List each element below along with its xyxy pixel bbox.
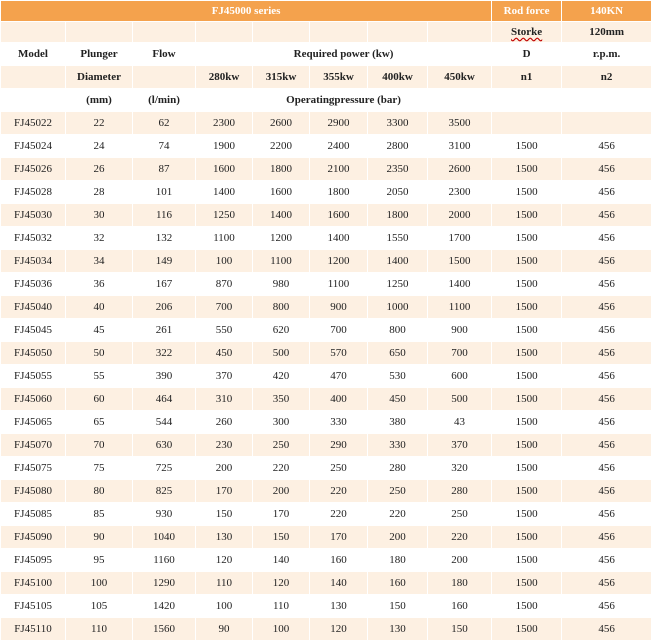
cell-p1: 170 xyxy=(253,503,310,526)
cell-flow: 1560 xyxy=(133,618,196,641)
cell-diameter: 85 xyxy=(66,503,133,526)
cell-p3: 220 xyxy=(368,503,428,526)
cell-flow: 62 xyxy=(133,112,196,135)
d-header: D xyxy=(492,43,562,66)
cell-p0: 260 xyxy=(196,411,253,434)
cell-p3: 380 xyxy=(368,411,428,434)
cell-n1: 1500 xyxy=(492,572,562,595)
cell-p2: 2400 xyxy=(310,135,368,158)
cell-p0: 100 xyxy=(196,595,253,618)
cell-p0: 310 xyxy=(196,388,253,411)
cell-model: FJ45028 xyxy=(1,181,66,204)
cell-p4: 320 xyxy=(428,457,492,480)
cell-diameter: 34 xyxy=(66,250,133,273)
cell-n2: 456 xyxy=(562,296,651,319)
cell-p4: 2300 xyxy=(428,181,492,204)
power-col-450: 450kw xyxy=(428,66,492,89)
cell-n1: 1500 xyxy=(492,595,562,618)
cell-p3: 1400 xyxy=(368,250,428,273)
empty-cell xyxy=(1,22,66,43)
cell-n2: 456 xyxy=(562,250,651,273)
cell-flow: 1040 xyxy=(133,526,196,549)
cell-n2: 456 xyxy=(562,273,651,296)
cell-flow: 630 xyxy=(133,434,196,457)
cell-n1: 1500 xyxy=(492,434,562,457)
cell-p3: 1000 xyxy=(368,296,428,319)
cell-p0: 450 xyxy=(196,342,253,365)
cell-p1: 110 xyxy=(253,595,310,618)
cell-p4: 2600 xyxy=(428,158,492,181)
cell-p2: 900 xyxy=(310,296,368,319)
header-row-units xyxy=(1,89,651,112)
cell-p2: 130 xyxy=(310,595,368,618)
cell-p1: 1100 xyxy=(253,250,310,273)
cell-p1: 800 xyxy=(253,296,310,319)
cell-flow: 930 xyxy=(133,503,196,526)
model-header: Model xyxy=(1,43,66,66)
cell-p2: 470 xyxy=(310,365,368,388)
cell-p3: 650 xyxy=(368,342,428,365)
empty-cell xyxy=(492,89,562,112)
cell-model: FJ45070 xyxy=(1,434,66,457)
cell-flow: 322 xyxy=(133,342,196,365)
cell-model: FJ45090 xyxy=(1,526,66,549)
header-row-diameter xyxy=(1,66,651,89)
cell-n2: 456 xyxy=(562,618,651,641)
cell-p1: 150 xyxy=(253,526,310,549)
cell-p1: 1200 xyxy=(253,227,310,250)
empty-cell xyxy=(428,22,492,43)
cell-n1: 1500 xyxy=(492,388,562,411)
cell-n1: 1500 xyxy=(492,250,562,273)
cell-p4: 3500 xyxy=(428,112,492,135)
table-row xyxy=(1,480,651,503)
cell-n2: 456 xyxy=(562,388,651,411)
cell-flow: 825 xyxy=(133,480,196,503)
cell-p3: 450 xyxy=(368,388,428,411)
cell-p2: 1800 xyxy=(310,181,368,204)
cell-p0: 110 xyxy=(196,572,253,595)
cell-n2 xyxy=(562,112,651,135)
cell-n2: 456 xyxy=(562,181,651,204)
table-row xyxy=(1,181,651,204)
cell-flow: 261 xyxy=(133,319,196,342)
cell-n1: 1500 xyxy=(492,503,562,526)
storke-value: 120mm xyxy=(562,22,651,43)
cell-n1: 1500 xyxy=(492,273,562,296)
flow-header: Flow xyxy=(133,43,196,66)
cell-diameter: 24 xyxy=(66,135,133,158)
cell-flow: 725 xyxy=(133,457,196,480)
cell-p2: 1600 xyxy=(310,204,368,227)
cell-p3: 2050 xyxy=(368,181,428,204)
cell-p0: 1250 xyxy=(196,204,253,227)
cell-p2: 120 xyxy=(310,618,368,641)
series-title: FJ45000 series xyxy=(1,1,492,22)
cell-p4: 370 xyxy=(428,434,492,457)
cell-p4: 1100 xyxy=(428,296,492,319)
cell-p2: 1200 xyxy=(310,250,368,273)
cell-p0: 370 xyxy=(196,365,253,388)
cell-p2: 1400 xyxy=(310,227,368,250)
cell-flow: 167 xyxy=(133,273,196,296)
cell-model: FJ45075 xyxy=(1,457,66,480)
cell-n1: 1500 xyxy=(492,227,562,250)
cell-diameter: 90 xyxy=(66,526,133,549)
empty-cell xyxy=(368,22,428,43)
cell-p2: 140 xyxy=(310,572,368,595)
cell-model: FJ45105 xyxy=(1,595,66,618)
cell-p0: 1400 xyxy=(196,181,253,204)
cell-n1: 1500 xyxy=(492,319,562,342)
table-row xyxy=(1,342,651,365)
table-row xyxy=(1,618,651,641)
cell-p1: 980 xyxy=(253,273,310,296)
table-row xyxy=(1,411,651,434)
empty-cell xyxy=(1,89,66,112)
cell-n1: 1500 xyxy=(492,480,562,503)
cell-diameter: 30 xyxy=(66,204,133,227)
power-col-400: 400kw xyxy=(368,66,428,89)
cell-diameter: 80 xyxy=(66,480,133,503)
cell-diameter: 100 xyxy=(66,572,133,595)
cell-n2: 456 xyxy=(562,227,651,250)
cell-p4: 900 xyxy=(428,319,492,342)
cell-n2: 456 xyxy=(562,135,651,158)
cell-flow: 74 xyxy=(133,135,196,158)
cell-model: FJ45065 xyxy=(1,411,66,434)
cell-diameter: 60 xyxy=(66,388,133,411)
cell-n2: 456 xyxy=(562,319,651,342)
cell-p4: 1700 xyxy=(428,227,492,250)
title-row xyxy=(1,1,651,22)
cell-n2: 456 xyxy=(562,434,651,457)
cell-p3: 130 xyxy=(368,618,428,641)
table-row xyxy=(1,457,651,480)
cell-p1: 2600 xyxy=(253,112,310,135)
table-row xyxy=(1,135,651,158)
diameter-header: Diameter xyxy=(66,66,133,89)
pressure-header: Operatingpressure (bar) xyxy=(196,89,492,112)
cell-p0: 870 xyxy=(196,273,253,296)
empty-cell xyxy=(1,66,66,89)
rod-force-value: 140KN xyxy=(562,1,651,22)
cell-model: FJ45045 xyxy=(1,319,66,342)
cell-flow: 464 xyxy=(133,388,196,411)
cell-p0: 150 xyxy=(196,503,253,526)
empty-cell xyxy=(66,22,133,43)
cell-model: FJ45030 xyxy=(1,204,66,227)
cell-diameter: 22 xyxy=(66,112,133,135)
cell-p3: 1800 xyxy=(368,204,428,227)
cell-p2: 170 xyxy=(310,526,368,549)
cell-model: FJ45040 xyxy=(1,296,66,319)
cell-p4: 600 xyxy=(428,365,492,388)
cell-diameter: 75 xyxy=(66,457,133,480)
cell-flow: 544 xyxy=(133,411,196,434)
cell-model: FJ45050 xyxy=(1,342,66,365)
table-row xyxy=(1,388,651,411)
cell-n1: 1500 xyxy=(492,181,562,204)
table-row xyxy=(1,595,651,618)
table-row xyxy=(1,434,651,457)
cell-n1: 1500 xyxy=(492,365,562,388)
cell-n2: 456 xyxy=(562,503,651,526)
cell-p4: 160 xyxy=(428,595,492,618)
cell-p4: 700 xyxy=(428,342,492,365)
cell-n2: 456 xyxy=(562,204,651,227)
table-row xyxy=(1,526,651,549)
cell-p4: 1500 xyxy=(428,250,492,273)
cell-p0: 1100 xyxy=(196,227,253,250)
header-row-model xyxy=(1,43,651,66)
cell-n1: 1500 xyxy=(492,158,562,181)
cell-flow: 1420 xyxy=(133,595,196,618)
cell-diameter: 40 xyxy=(66,296,133,319)
cell-diameter: 70 xyxy=(66,434,133,457)
cell-p0: 130 xyxy=(196,526,253,549)
table-row xyxy=(1,503,651,526)
cell-n2: 456 xyxy=(562,411,651,434)
cell-p0: 550 xyxy=(196,319,253,342)
cell-p1: 200 xyxy=(253,480,310,503)
cell-p2: 290 xyxy=(310,434,368,457)
empty-cell xyxy=(133,66,196,89)
cell-p2: 220 xyxy=(310,503,368,526)
cell-p4: 200 xyxy=(428,549,492,572)
cell-p0: 1900 xyxy=(196,135,253,158)
cell-n2: 456 xyxy=(562,595,651,618)
cell-p2: 700 xyxy=(310,319,368,342)
cell-p3: 3300 xyxy=(368,112,428,135)
cell-flow: 101 xyxy=(133,181,196,204)
cell-p0: 2300 xyxy=(196,112,253,135)
cell-n1: 1500 xyxy=(492,411,562,434)
cell-p1: 1800 xyxy=(253,158,310,181)
table-row xyxy=(1,112,651,135)
power-col-280: 280kw xyxy=(196,66,253,89)
cell-n1: 1500 xyxy=(492,296,562,319)
cell-p2: 160 xyxy=(310,549,368,572)
cell-model: FJ45024 xyxy=(1,135,66,158)
cell-p3: 180 xyxy=(368,549,428,572)
cell-flow: 116 xyxy=(133,204,196,227)
cell-p1: 140 xyxy=(253,549,310,572)
cell-model: FJ45095 xyxy=(1,549,66,572)
cell-n2: 456 xyxy=(562,526,651,549)
cell-p1: 500 xyxy=(253,342,310,365)
cell-p2: 330 xyxy=(310,411,368,434)
empty-cell xyxy=(133,22,196,43)
cell-p2: 220 xyxy=(310,480,368,503)
cell-diameter: 32 xyxy=(66,227,133,250)
cell-p3: 1250 xyxy=(368,273,428,296)
cell-p0: 90 xyxy=(196,618,253,641)
cell-p1: 1600 xyxy=(253,181,310,204)
cell-n1 xyxy=(492,112,562,135)
table-row xyxy=(1,572,651,595)
cell-n2: 456 xyxy=(562,342,651,365)
cell-p0: 200 xyxy=(196,457,253,480)
cell-diameter: 95 xyxy=(66,549,133,572)
table-row xyxy=(1,549,651,572)
cell-diameter: 55 xyxy=(66,365,133,388)
cell-p1: 2200 xyxy=(253,135,310,158)
cell-p1: 100 xyxy=(253,618,310,641)
empty-cell xyxy=(310,22,368,43)
empty-cell xyxy=(253,22,310,43)
cell-p3: 2350 xyxy=(368,158,428,181)
cell-p4: 1400 xyxy=(428,273,492,296)
cell-p1: 1400 xyxy=(253,204,310,227)
cell-n1: 1500 xyxy=(492,135,562,158)
cell-model: FJ45055 xyxy=(1,365,66,388)
cell-p1: 620 xyxy=(253,319,310,342)
cell-p2: 250 xyxy=(310,457,368,480)
cell-model: FJ45036 xyxy=(1,273,66,296)
cell-p4: 3100 xyxy=(428,135,492,158)
cell-model: FJ45085 xyxy=(1,503,66,526)
table-row xyxy=(1,365,651,388)
cell-model: FJ45034 xyxy=(1,250,66,273)
cell-diameter: 105 xyxy=(66,595,133,618)
cell-n2: 456 xyxy=(562,365,651,388)
cell-diameter: 28 xyxy=(66,181,133,204)
cell-n2: 456 xyxy=(562,158,651,181)
n2-header: n2 xyxy=(562,66,651,89)
cell-p2: 2100 xyxy=(310,158,368,181)
plunger-header: Plunger xyxy=(66,43,133,66)
cell-p4: 43 xyxy=(428,411,492,434)
cell-diameter: 50 xyxy=(66,342,133,365)
cell-p3: 2800 xyxy=(368,135,428,158)
empty-cell xyxy=(562,89,651,112)
cell-p1: 350 xyxy=(253,388,310,411)
table-row xyxy=(1,227,651,250)
cell-p3: 280 xyxy=(368,457,428,480)
cell-diameter: 45 xyxy=(66,319,133,342)
rpm-header: r.p.m. xyxy=(562,43,651,66)
cell-p1: 300 xyxy=(253,411,310,434)
cell-n1: 1500 xyxy=(492,457,562,480)
cell-n2: 456 xyxy=(562,572,651,595)
cell-diameter: 110 xyxy=(66,618,133,641)
cell-p4: 250 xyxy=(428,503,492,526)
required-power-header: Required power (kw) xyxy=(196,43,492,66)
cell-model: FJ45022 xyxy=(1,112,66,135)
cell-p3: 250 xyxy=(368,480,428,503)
cell-model: FJ45060 xyxy=(1,388,66,411)
cell-n1: 1500 xyxy=(492,204,562,227)
cell-n1: 1500 xyxy=(492,526,562,549)
cell-n1: 1500 xyxy=(492,342,562,365)
cell-p1: 420 xyxy=(253,365,310,388)
cell-diameter: 65 xyxy=(66,411,133,434)
cell-p4: 2000 xyxy=(428,204,492,227)
cell-model: FJ45110 xyxy=(1,618,66,641)
storke-label xyxy=(492,22,562,43)
cell-p2: 570 xyxy=(310,342,368,365)
table-row xyxy=(1,296,651,319)
cell-p3: 150 xyxy=(368,595,428,618)
cell-flow: 1290 xyxy=(133,572,196,595)
cell-p3: 800 xyxy=(368,319,428,342)
cell-p3: 200 xyxy=(368,526,428,549)
cell-n1: 1500 xyxy=(492,549,562,572)
cell-p1: 250 xyxy=(253,434,310,457)
cell-p1: 220 xyxy=(253,457,310,480)
cell-n2: 456 xyxy=(562,549,651,572)
cell-flow: 132 xyxy=(133,227,196,250)
cell-flow: 206 xyxy=(133,296,196,319)
cell-p3: 1550 xyxy=(368,227,428,250)
cell-p0: 120 xyxy=(196,549,253,572)
cell-p0: 170 xyxy=(196,480,253,503)
flow-unit: (l/min) xyxy=(133,89,196,112)
cell-flow: 1160 xyxy=(133,549,196,572)
cell-n2: 456 xyxy=(562,480,651,503)
cell-flow: 87 xyxy=(133,158,196,181)
mm-unit: (mm) xyxy=(66,89,133,112)
cell-diameter: 36 xyxy=(66,273,133,296)
cell-p2: 1100 xyxy=(310,273,368,296)
table-row xyxy=(1,204,651,227)
cell-p3: 160 xyxy=(368,572,428,595)
cell-flow: 149 xyxy=(133,250,196,273)
cell-p0: 230 xyxy=(196,434,253,457)
storke-label-text: Storke xyxy=(511,26,542,38)
cell-flow: 390 xyxy=(133,365,196,388)
cell-p4: 220 xyxy=(428,526,492,549)
cell-p4: 150 xyxy=(428,618,492,641)
table-row xyxy=(1,250,651,273)
header-row-storke xyxy=(1,22,651,43)
cell-model: FJ45032 xyxy=(1,227,66,250)
cell-model: FJ45100 xyxy=(1,572,66,595)
cell-n2: 456 xyxy=(562,457,651,480)
cell-p2: 2900 xyxy=(310,112,368,135)
power-col-355: 355kw xyxy=(310,66,368,89)
cell-p0: 100 xyxy=(196,250,253,273)
table-row xyxy=(1,319,651,342)
cell-p4: 280 xyxy=(428,480,492,503)
power-col-315: 315kw xyxy=(253,66,310,89)
cell-p3: 330 xyxy=(368,434,428,457)
rod-force-label: Rod force xyxy=(492,1,562,22)
table-row xyxy=(1,273,651,296)
cell-diameter: 26 xyxy=(66,158,133,181)
cell-p0: 700 xyxy=(196,296,253,319)
cell-model: FJ45026 xyxy=(1,158,66,181)
cell-p3: 530 xyxy=(368,365,428,388)
table-row xyxy=(1,158,651,181)
cell-p1: 120 xyxy=(253,572,310,595)
empty-cell xyxy=(196,22,253,43)
n1-header: n1 xyxy=(492,66,562,89)
cell-p2: 400 xyxy=(310,388,368,411)
cell-p4: 180 xyxy=(428,572,492,595)
cell-p0: 1600 xyxy=(196,158,253,181)
cell-model: FJ45080 xyxy=(1,480,66,503)
cell-p4: 500 xyxy=(428,388,492,411)
cell-n1: 1500 xyxy=(492,618,562,641)
